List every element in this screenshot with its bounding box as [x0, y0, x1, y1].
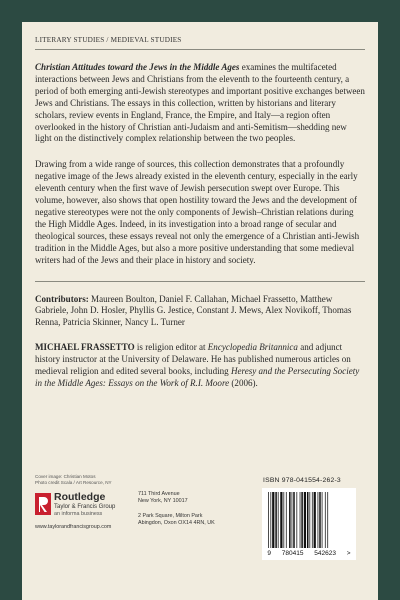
barcode-bar	[318, 492, 319, 548]
barcode-bar	[278, 492, 279, 548]
barcode-bar	[304, 492, 306, 548]
barcode-bar	[289, 492, 291, 548]
barcode-digit-tail: >	[346, 550, 351, 557]
publisher-addresses	[138, 491, 215, 527]
editor-bio-text-3: (2006).	[229, 377, 258, 388]
description-text-1: examines the multifaceted interactions between Jews and Christians from the eleventh to the fourteenth century, a period of both emerging anti-Jewish stereotypes and important positive exchanges between Jews and Christians. The essays in this collection, written by historians and literary scholars, review events in England, France, the Empire, and Italy—a region often overlooked in the history of Christian anti-Judaism and anti-Semitism—shedding new light on the distinctively complex relationship between the two peoples.	[35, 62, 365, 144]
barcode-bar	[327, 492, 328, 548]
barcode-bar	[307, 492, 309, 548]
subject-category: LITERARY STUDIES / MEDIEVAL STUDIES	[35, 36, 365, 50]
publisher-group: Taylor & Francis Group	[54, 504, 116, 510]
photo-credit: Photo credit Scala / Art Resource, NY	[35, 480, 112, 485]
description-paragraph-2: Drawing from a wide range of sources, this collection demonstrates that a profoundly negative image of the Jews already existed in the eleventh century, especially in the early eleventh century when the first wave of Jewish persecution swept over Europe. This volume, however, also shows that open hostility toward the Jews and the development of negative stereotypes were not the only components of Jewish–Christian relations during the High Middle Ages. Indeed, in its investigation into a broad range of secular and theological sources, these essays reveal not only the emergence of a Christian anti-Jewish tradition in the Middle Ages, but also a more positive understanding that some medieval writers had of the Jews and their place in history and society.	[35, 159, 360, 265]
editor-bio	[35, 342, 365, 390]
contributors-paragraph	[35, 294, 365, 330]
barcode-bar	[322, 492, 323, 548]
editor-bio-text-2: and adjunct history instructor at the University of Delaware. He has published numerous articles on medieval religion and edited several books, including	[35, 342, 351, 377]
barcode-bar	[292, 492, 293, 548]
barcode-bar	[314, 492, 316, 548]
editor-name: MICHAEL FRASSETTO	[35, 342, 135, 353]
cover-credits	[35, 474, 112, 486]
barcode-bar	[272, 492, 274, 548]
edited-book-title: Heresy and the Persecuting Society in the Middle Ages: Essays on the Work of R.I. Moore	[35, 366, 360, 388]
cover-image-credit: Cover image: Christian Motos	[35, 474, 96, 479]
back-cover-panel	[22, 22, 378, 600]
barcode-digit-lead: 9	[267, 550, 272, 557]
barcode-bar	[325, 492, 326, 548]
address-us-line-2: New York, NY 10017	[138, 498, 188, 504]
book-title: Christian Attitudes toward the Jews in the Middle Ages	[35, 62, 240, 72]
contributors-label: Contributors:	[35, 293, 89, 304]
address-uk-line-1: 2 Park Square, Milton Park	[138, 513, 203, 519]
publisher-tagline: an informa business	[54, 511, 103, 517]
barcode-bars	[262, 488, 356, 550]
barcode-digits-left: 780415	[281, 550, 304, 557]
isbn-label: ISBN 978-041554-262-3	[263, 477, 341, 484]
barcode-bar	[309, 492, 310, 548]
publisher-name: Routledge	[54, 491, 106, 503]
address-uk-line-2: Abingdon, Oxon OX14 4RN, UK	[138, 520, 215, 526]
barcode-bar	[270, 492, 271, 548]
section-divider	[35, 281, 365, 282]
publisher-url: www.taylorandfrancisgroup.com	[35, 524, 112, 530]
barcode-bar	[300, 492, 301, 548]
publisher-logo	[35, 489, 130, 559]
barcode-bar	[286, 492, 287, 548]
barcode-digits-right: 542623	[314, 550, 336, 557]
routledge-r-icon	[35, 493, 51, 515]
barcode-bar	[268, 492, 269, 548]
barcode-bar	[280, 492, 282, 548]
barcode-bar	[296, 492, 297, 548]
barcode-bar	[283, 492, 284, 548]
barcode-bar	[312, 492, 313, 548]
editor-bio-text-1: is religion editor at	[134, 342, 208, 353]
barcode-bar	[275, 492, 277, 548]
barcode-bar	[293, 492, 295, 548]
barcode-bar	[301, 492, 303, 548]
barcode-digits	[262, 550, 356, 557]
address-us-line-1: 711 Third Avenue	[138, 491, 180, 497]
isbn-barcode	[262, 488, 356, 560]
description-paragraph-1	[35, 62, 365, 145]
publication-name: Encyclopedia Britannica	[207, 342, 298, 353]
contributors-names: Maureen Boulton, Daniel F. Callahan, Michael Frassetto, Matthew Gabriele, John D. Hosler, Phyllis G. Jestice, Constant J. Mews, Alex Novikoff, Thomas Renna, Patricia Skinner, Nancy L. Turner	[35, 293, 352, 328]
barcode-bar	[319, 492, 321, 548]
